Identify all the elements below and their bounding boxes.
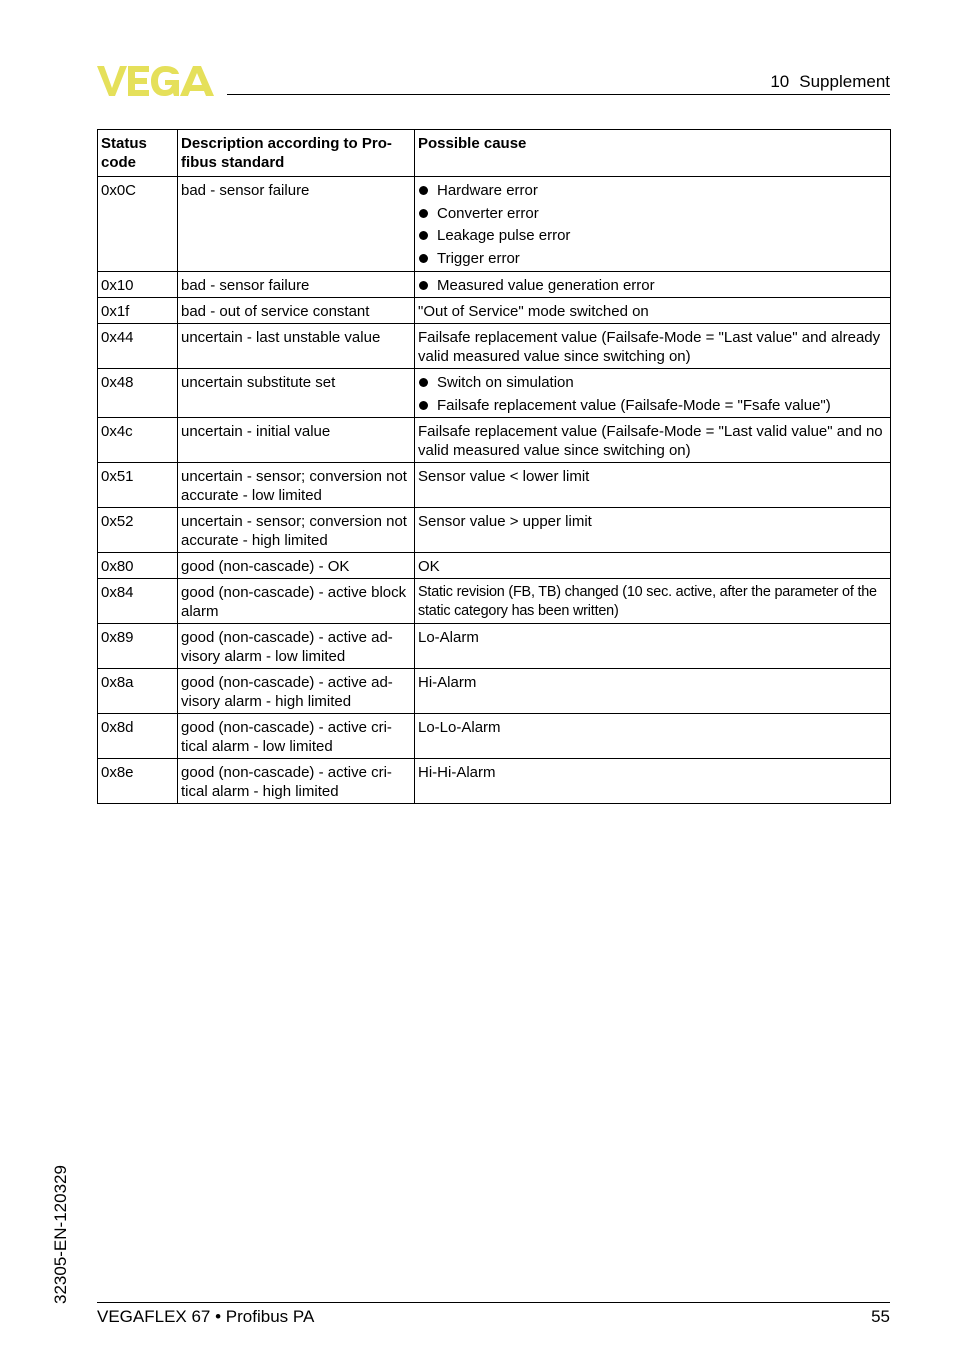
status-code-cell: 0x8e (98, 758, 178, 803)
description-cell: good (non-cascade) - active cri-tical alarm - high limited (178, 758, 415, 803)
description-cell: uncertain - initial value (178, 417, 415, 462)
page-number: 55 (871, 1307, 890, 1326)
table-row (98, 713, 891, 758)
cause-list-item: Converter error (418, 204, 887, 223)
column-header-description: Description according to Pro-fibus standard (178, 130, 415, 177)
cause-list (418, 276, 887, 295)
cause-cell: Sensor value > upper limit (415, 507, 891, 552)
status-code-cell: 0x44 (98, 324, 178, 369)
table-row (98, 272, 891, 298)
status-code-cell: 0x0C (98, 177, 178, 272)
section-title: Supplement (799, 72, 890, 91)
description-cell: uncertain - last unstable value (178, 324, 415, 369)
cause-cell (415, 369, 891, 418)
status-code-cell: 0x51 (98, 462, 178, 507)
status-code-cell: 0x84 (98, 578, 178, 623)
table-row (98, 177, 891, 272)
column-header-status-code: Status code (98, 130, 178, 177)
vega-logo (97, 66, 220, 96)
cause-cell: Static revision (FB, TB) changed (10 sec. active, after the parameter of the static category has been written) (415, 578, 891, 623)
table-row (98, 417, 891, 462)
description-cell: uncertain - sensor; conversion not accurate - low limited (178, 462, 415, 507)
description-cell: good (non-cascade) - OK (178, 552, 415, 578)
table-row (98, 758, 891, 803)
description-cell: bad - sensor failure (178, 177, 415, 272)
description-cell: good (non-cascade) - active ad-visory alarm - high limited (178, 668, 415, 713)
cause-cell: Lo-Alarm (415, 623, 891, 668)
status-code-cell: 0x4c (98, 417, 178, 462)
footer-rule (97, 1302, 890, 1303)
description-cell: good (non-cascade) - active cri-tical alarm - low limited (178, 713, 415, 758)
cause-cell: Lo-Lo-Alarm (415, 713, 891, 758)
cause-cell: Hi-Alarm (415, 668, 891, 713)
cause-list (418, 181, 887, 268)
table-row (98, 369, 891, 418)
table-row (98, 668, 891, 713)
cause-list-item: Measured value generation error (418, 276, 887, 295)
description-cell: uncertain substitute set (178, 369, 415, 418)
status-code-cell: 0x8d (98, 713, 178, 758)
section-heading (770, 72, 890, 92)
table-row (98, 298, 891, 324)
description-cell: uncertain - sensor; conversion not accurate - high limited (178, 507, 415, 552)
description-cell: bad - out of service constant (178, 298, 415, 324)
status-code-cell: 0x52 (98, 507, 178, 552)
cause-cell: Hi-Hi-Alarm (415, 758, 891, 803)
cause-list-item: Failsafe replacement value (Failsafe-Mode = "Fsafe value") (418, 396, 887, 415)
cause-list-item: Hardware error (418, 181, 887, 200)
status-code-cell: 0x89 (98, 623, 178, 668)
cause-cell: OK (415, 552, 891, 578)
cause-cell (415, 177, 891, 272)
cause-cell (415, 272, 891, 298)
cause-list-item: Switch on simulation (418, 373, 887, 392)
table-row (98, 324, 891, 369)
table-row (98, 578, 891, 623)
table-header-row (98, 130, 891, 177)
table-row (98, 623, 891, 668)
cause-list-item: Trigger error (418, 249, 887, 268)
table-row (98, 462, 891, 507)
column-header-possible-cause: Possible cause (415, 130, 891, 177)
status-code-cell: 0x8a (98, 668, 178, 713)
cause-cell: Failsafe replacement value (Failsafe-Mode = "Last value" and already valid measured value since switching on) (415, 324, 891, 369)
description-cell: good (non-cascade) - active block alarm (178, 578, 415, 623)
cause-list (418, 373, 887, 415)
description-cell: good (non-cascade) - active ad-visory alarm - low limited (178, 623, 415, 668)
table-row (98, 552, 891, 578)
cause-cell: Failsafe replacement value (Failsafe-Mode = "Last valid value" and no valid measured value since switching on) (415, 417, 891, 462)
table-row (98, 507, 891, 552)
footer-product-title: VEGAFLEX 67 • Profibus PA (97, 1307, 315, 1326)
cause-cell: "Out of Service" mode switched on (415, 298, 891, 324)
header-rule (227, 94, 890, 95)
status-code-cell: 0x1f (98, 298, 178, 324)
cause-list-item: Leakage pulse error (418, 226, 887, 245)
status-code-table (97, 129, 891, 804)
document-number: 32305-EN-120329 (51, 1165, 70, 1304)
description-cell: bad - sensor failure (178, 272, 415, 298)
status-code-cell: 0x80 (98, 552, 178, 578)
status-code-cell: 0x48 (98, 369, 178, 418)
cause-cell: Sensor value < lower limit (415, 462, 891, 507)
section-number: 10 (770, 72, 790, 91)
status-code-cell: 0x10 (98, 272, 178, 298)
